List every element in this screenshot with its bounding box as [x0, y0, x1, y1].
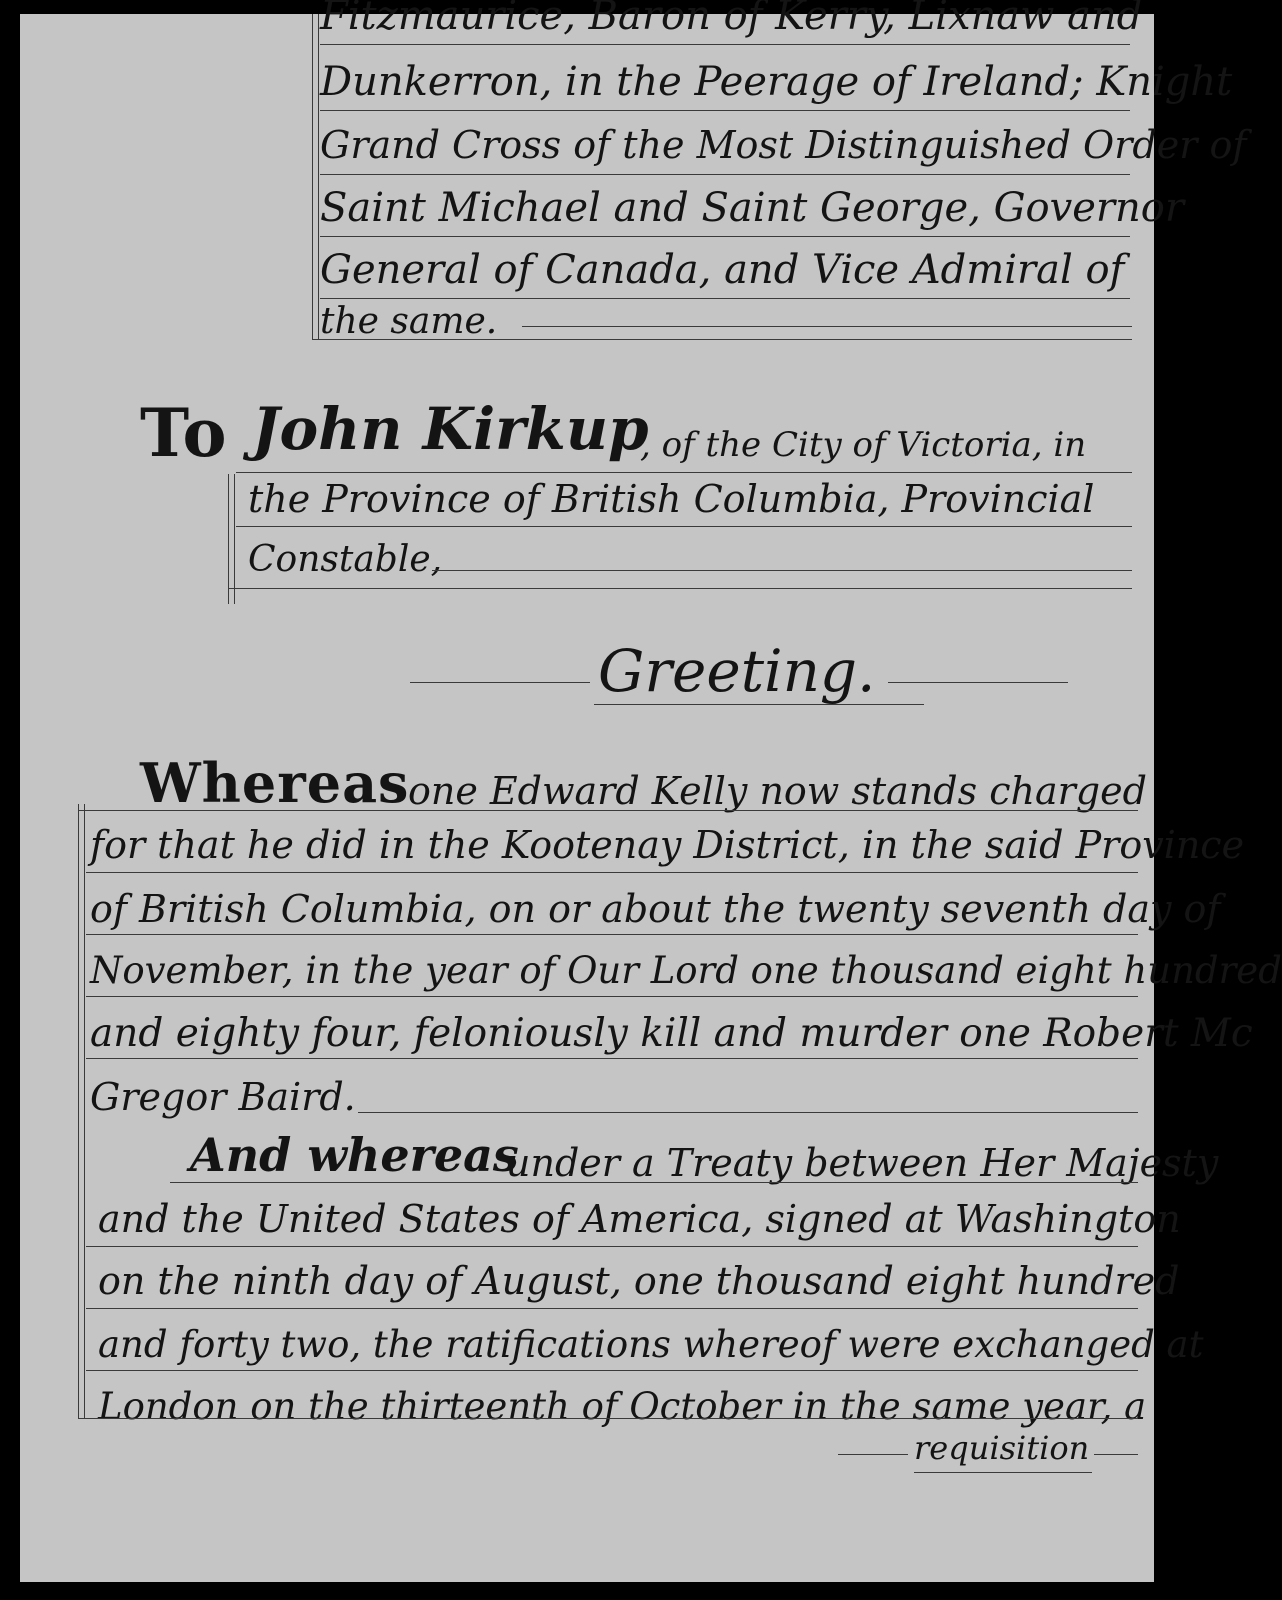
catchword-rule-right	[1094, 1454, 1138, 1455]
ruled-line	[320, 236, 1130, 237]
catchword: requisition	[914, 1429, 1090, 1467]
addressee-line1: , of the City of Victoria, in	[640, 425, 1087, 465]
and-whereas-line1: under a Treaty between Her Majesty	[506, 1141, 1219, 1185]
and-whereas-line: and forty two, the ratifications whereof were exchanged at	[98, 1323, 1204, 1366]
ruled-line	[236, 472, 1132, 473]
greeting-rule-left	[410, 682, 590, 683]
title-line: Grand Cross of the Most Distinguished Order of	[320, 123, 1247, 167]
ruled-line	[86, 934, 1138, 935]
whereas-line1: one Edward Kelly now stands charged	[408, 769, 1147, 813]
title-line: the same.	[320, 301, 498, 342]
margin-rule	[312, 14, 313, 340]
ruled-line	[320, 298, 1130, 299]
whereas-lead: Whereas	[140, 751, 410, 815]
ruled-line	[86, 1058, 1138, 1059]
title-line: Saint Michael and Saint George, Governor	[320, 185, 1184, 231]
addressee-line3: Constable,	[248, 539, 443, 580]
margin-rule	[78, 804, 79, 1419]
ruled-line	[78, 810, 1138, 811]
to-initial: To	[140, 394, 228, 472]
ruled-line	[86, 1308, 1138, 1309]
title-line: Fitzmaurice, Baron of Kerry, Lixnaw and	[320, 0, 1143, 39]
whereas-line: November, in the year of Our Lord one thousand eight hundred	[90, 949, 1282, 992]
greeting-rule-right	[888, 682, 1068, 683]
ruled-line	[312, 339, 1132, 340]
ruled-line	[86, 1246, 1138, 1247]
greeting-heading: Greeting.	[598, 637, 876, 705]
addressee-name: John Kirkup	[252, 395, 649, 463]
ruled-line	[358, 1112, 1138, 1113]
addressee-line2: the Province of British Columbia, Provincial	[248, 477, 1095, 521]
margin-rule	[228, 474, 229, 604]
ruled-line	[86, 996, 1138, 997]
ruled-line	[320, 44, 1130, 45]
ruled-line	[522, 326, 1132, 327]
whereas-line: Gregor Baird.	[90, 1075, 356, 1119]
and-whereas-line: on the ninth day of August, one thousand eight hundred	[98, 1259, 1180, 1303]
ruled-line	[170, 1182, 1138, 1183]
ruled-line	[78, 1418, 1138, 1419]
title-line: General of Canada, and Vice Admiral of	[320, 247, 1125, 293]
ruled-line	[86, 872, 1138, 873]
catchword-underline	[914, 1472, 1092, 1473]
ruled-line	[320, 110, 1130, 111]
whereas-line: and eighty four, feloniously kill and murder one Robert Mc	[90, 1011, 1253, 1056]
ruled-line	[86, 1370, 1138, 1371]
ruled-line	[228, 588, 1132, 589]
ruled-line	[236, 526, 1132, 527]
margin-rule	[84, 804, 85, 1419]
ruled-line	[320, 174, 1130, 175]
and-whereas-lead: And whereas	[190, 1128, 519, 1182]
ruled-line	[432, 570, 1132, 571]
whereas-line: of British Columbia, on or about the twenty seventh day of	[90, 887, 1221, 931]
document-page	[20, 0, 1282, 1582]
greeting-underline	[594, 704, 924, 705]
margin-rule	[234, 474, 235, 604]
and-whereas-line: London on the thirteenth of October in the same year, a	[98, 1385, 1147, 1428]
whereas-line: for that he did in the Kootenay District, in the said Province	[90, 823, 1245, 867]
and-whereas-line: and the United States of America, signed at Washington	[98, 1197, 1181, 1241]
title-line: Dunkerron, in the Peerage of Ireland; Knight	[320, 59, 1233, 105]
catchword-rule-left	[838, 1454, 908, 1455]
margin-rule	[318, 14, 319, 340]
